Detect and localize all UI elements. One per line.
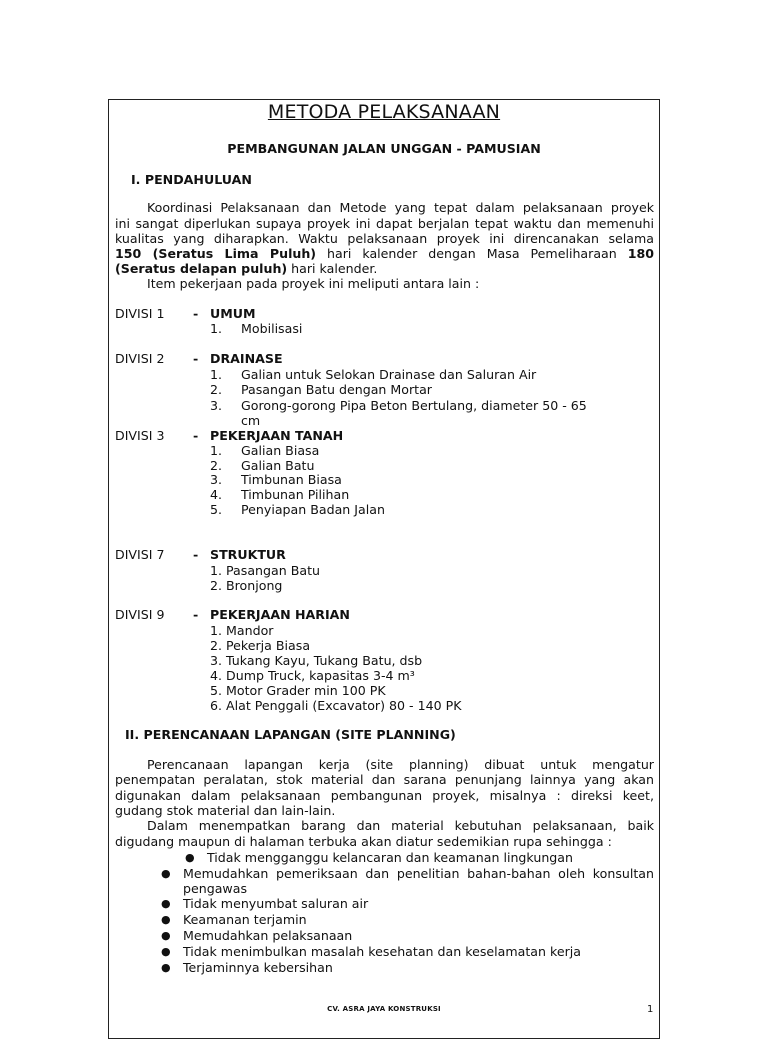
section-2-paragraph-line: gudang stok material dan lain-lain.	[115, 803, 336, 818]
bullet-icon: ●	[161, 961, 171, 974]
bullet-icon: ●	[161, 913, 171, 926]
section-2-paragraph-line: Dalam menempatkan barang dan material kebutuhan pelaksanaan, baik	[147, 818, 654, 833]
item-text: Gorong-gorong Pipa Beton Bertulang, diameter 50 - 65	[241, 398, 587, 413]
item-text: Galian untuk Selokan Drainase dan Saluran Air	[241, 367, 537, 382]
section-1-paragraph-2: Item pekerjaan pada proyek ini meliputi antara lain :	[147, 276, 480, 291]
item-number: 2.	[210, 382, 223, 397]
duration-bold: 150 (Seratus Lima Puluh)	[115, 246, 317, 261]
section-2-heading: II. PERENCANAAN LAPANGAN (SITE PLANNING)	[125, 727, 456, 742]
item-number: 4.	[210, 487, 223, 502]
maintenance-rest: hari kalender.	[287, 261, 378, 276]
bullet-item: Tidak menyumbat saluran air	[183, 896, 369, 911]
divisi-dash: -	[193, 428, 199, 443]
item-text: Pasangan Batu dengan Mortar	[241, 382, 432, 397]
item-text: Galian Batu	[241, 458, 315, 473]
bullet-item: Tidak menimbulkan masalah kesehatan dan keselamatan kerja	[183, 944, 581, 959]
bullet-icon: ●	[161, 867, 171, 880]
item-text: 5. Motor Grader min 100 PK	[210, 683, 386, 698]
bullet-item: Memudahkan pelaksanaan	[183, 928, 353, 943]
item-number: 2.	[210, 458, 223, 473]
bullet-icon: ●	[161, 945, 171, 958]
item-text: Galian Biasa	[241, 443, 320, 458]
section-1-paragraph-line	[115, 261, 377, 276]
item-text: 6. Alat Penggali (Excavator) 80 - 140 PK	[210, 698, 462, 713]
item-text: Penyiapan Badan Jalan	[241, 502, 385, 517]
section-1-paragraph-line: ini sangat diperlukan supaya proyek ini dapat berjalan tepat waktu dan memenuhi	[115, 216, 654, 231]
item-number: 1.	[210, 321, 223, 336]
page-number: 1	[647, 1004, 654, 1015]
bullet-item-continued: pengawas	[183, 881, 248, 896]
divisi-name: UMUM	[210, 306, 256, 321]
section-2-paragraph-line: penempatan peralatan, stok material dan sarana penunjang lainnya yang akan	[115, 772, 654, 787]
item-number: 3.	[210, 398, 223, 413]
footer-company: CV. ASRA JAYA KONSTRUKSI	[327, 1005, 441, 1013]
bullet-item: Terjaminnya kebersihan	[183, 960, 333, 975]
divisi-label: DIVISI 7	[115, 547, 165, 562]
item-text: Timbunan Biasa	[241, 472, 342, 487]
bullet-item: Memudahkan pemeriksaan dan penelitian bahan-bahan oleh konsultan	[183, 866, 654, 881]
item-text: Timbunan Pilihan	[241, 487, 350, 502]
section-1-paragraph-line: Koordinasi Pelaksanaan dan Metode yang tepat dalam pelaksanaan proyek	[147, 200, 654, 215]
section-2-paragraph-line: digudang maupun di halaman terbuka akan diatur sedemikian rupa sehingga :	[115, 834, 612, 849]
divisi-name: PEKERJAAN HARIAN	[210, 607, 350, 622]
divisi-name: DRAINASE	[210, 351, 283, 366]
item-text: 4. Dump Truck, kapasitas 3-4 m³	[210, 668, 415, 683]
divisi-name: STRUKTUR	[210, 547, 286, 562]
maintenance-words-bold: (Seratus delapan puluh)	[115, 261, 288, 276]
document-title: METODA PELAKSANAAN	[267, 101, 501, 123]
divisi-dash: -	[193, 306, 199, 321]
bullet-icon: ●	[161, 897, 171, 910]
item-text: 2. Pekerja Biasa	[210, 638, 311, 653]
divisi-label: DIVISI 2	[115, 351, 165, 366]
item-text: 1. Mandor	[210, 623, 274, 638]
section-2-paragraph-line: digunakan dalam pelaksanaan pembangunan proyek, misalnya : direksi keet,	[115, 788, 654, 803]
divisi-name: PEKERJAAN TANAH	[210, 428, 344, 443]
item-text-continued: cm	[241, 413, 261, 428]
maintenance-bold: 180	[627, 246, 654, 261]
item-number: 1.	[210, 443, 223, 458]
divisi-dash: -	[193, 607, 199, 622]
bullet-icon: ●	[161, 929, 171, 942]
bullet-item: Tidak mengganggu kelancaran dan keamanan lingkungan	[207, 850, 573, 865]
document-subtitle: PEMBANGUNAN JALAN UNGGAN - PAMUSIAN	[227, 141, 541, 156]
item-number: 5.	[210, 502, 223, 517]
section-2-paragraph-line: Perencanaan lapangan kerja (site planning) dibuat untuk mengatur	[147, 757, 654, 772]
section-1-paragraph-line: kualitas yang diharapkan. Waktu pelaksanaan proyek ini direncanakan selama	[115, 231, 654, 246]
item-text: 1. Pasangan Batu	[210, 563, 320, 578]
item-number: 1.	[210, 367, 223, 382]
duration-text: hari kalender dengan Masa Pemeliharaan	[316, 246, 628, 261]
item-number: 3.	[210, 472, 223, 487]
bullet-item: Keamanan terjamin	[183, 912, 307, 927]
divisi-label: DIVISI 3	[115, 428, 165, 443]
bullet-icon: ●	[185, 851, 195, 864]
divisi-dash: -	[193, 351, 199, 366]
divisi-label: DIVISI 1	[115, 306, 165, 321]
item-text: Mobilisasi	[241, 321, 303, 336]
section-1-heading: I. PENDAHULUAN	[131, 172, 252, 187]
item-text: 2. Bronjong	[210, 578, 283, 593]
divisi-dash: -	[193, 547, 199, 562]
divisi-label: DIVISI 9	[115, 607, 165, 622]
item-text: 3. Tukang Kayu, Tukang Batu, dsb	[210, 653, 423, 668]
section-1-paragraph-line	[115, 246, 654, 261]
